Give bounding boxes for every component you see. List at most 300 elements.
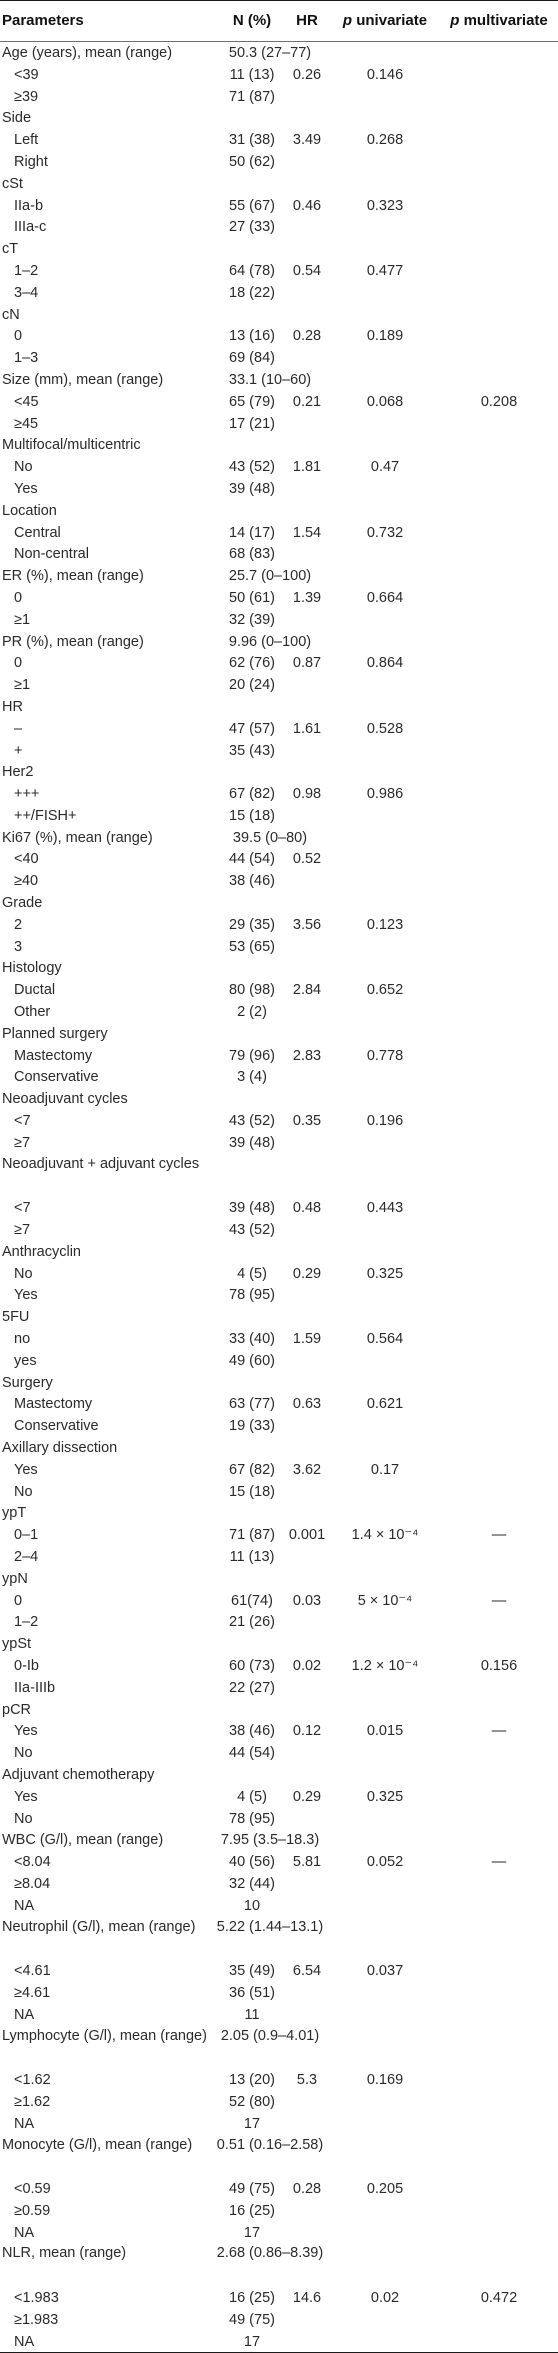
row-category-label: <39: [14, 66, 39, 83]
row-n-value: 65 (79): [229, 393, 275, 410]
row-p-univariate: 0.528: [366, 720, 404, 737]
header-p-univariate: [330, 12, 440, 29]
table-row: [0, 914, 558, 936]
table-row: [0, 1851, 558, 1873]
row-p-univariate: 0.068: [366, 393, 404, 410]
row-p-univariate: 0.052: [366, 1854, 404, 1871]
row-category-label: 1–2: [14, 262, 39, 279]
header-p-multivariate-label: multivariate: [463, 12, 548, 29]
row-p-multivariate: —: [491, 1592, 507, 1609]
table-row: [0, 86, 558, 108]
row-hr-value: 0.001: [288, 1527, 326, 1544]
table-row: [0, 1045, 558, 1067]
row-p-univariate: 0.015: [366, 1723, 404, 1740]
row-category-label: ≥0.59: [14, 2202, 51, 2219]
header-n-percent: N (%): [232, 12, 272, 29]
row-parameter-label: Surgery: [2, 1374, 53, 1391]
header-hr: HR: [296, 12, 318, 29]
row-p-univariate: 0.196: [366, 1113, 404, 1130]
row-hr-value: 2.83: [292, 1047, 322, 1064]
row-n-value: 15 (18): [229, 807, 275, 824]
row-category-label: ≥40: [14, 873, 39, 890]
table-row: [0, 1786, 558, 1808]
row-p-univariate: 0.037: [366, 1963, 404, 1980]
row-n-value: 49 (60): [229, 1352, 275, 1369]
row-hr-value: 1.59: [292, 1331, 322, 1348]
row-category-label: <7: [14, 1113, 31, 1130]
row-n-value: 67 (82): [229, 1461, 275, 1478]
row-p-multivariate: —: [491, 1723, 507, 1740]
row-n-value: 78 (95): [229, 1287, 275, 1304]
table-row: [0, 870, 558, 892]
table-row: [0, 2200, 558, 2222]
row-n-value: 25.7 (0–100): [228, 568, 312, 585]
row-hr-value: 5.81: [292, 1854, 322, 1871]
row-hr-value: 3.49: [292, 132, 322, 149]
table-row: [0, 1328, 558, 1350]
row-category-label: Ductal: [14, 982, 56, 999]
row-category-label: Mastectomy: [14, 1047, 93, 1064]
table-row: [0, 522, 558, 544]
table-row-parameter: [0, 631, 558, 653]
row-hr-value: 0.21: [292, 393, 322, 410]
row-p-univariate: 5 × 10⁻⁴: [357, 1592, 413, 1609]
table-row: [0, 1263, 558, 1285]
row-hr-value: 0.48: [292, 1200, 322, 1217]
row-category-label: No: [14, 1745, 33, 1762]
row-hr-value: 0.87: [292, 655, 322, 672]
row-category-label: Mastectomy: [14, 1396, 93, 1413]
row-n-value: 60 (73): [229, 1657, 275, 1674]
row-n-value: 43 (52): [229, 1113, 275, 1130]
row-category-label: Yes: [14, 1461, 38, 1478]
row-hr-value: 6.54: [292, 1963, 322, 1980]
table-row: [0, 1415, 558, 1437]
row-parameter-label: Lymphocyte (G/l), mean (range): [2, 2027, 207, 2044]
table-row: [0, 2178, 558, 2200]
table-row: [0, 1066, 558, 1088]
row-category-label: ≥1.983: [14, 2311, 59, 2328]
table-row: [0, 783, 558, 805]
row-hr-value: 0.02: [292, 1657, 322, 1674]
row-hr-value: 1.81: [292, 459, 322, 476]
row-parameter-label: Monocyte (G/l), mean (range): [2, 2136, 193, 2153]
row-category-label: 0: [14, 328, 23, 345]
row-n-value: 11 (13): [229, 66, 275, 83]
table-row: [0, 587, 558, 609]
row-category-label: Yes: [14, 1723, 38, 1740]
row-n-value: 0.51 (0.16–2.58): [216, 2136, 324, 2153]
row-p-multivariate: 0.472: [480, 2290, 518, 2307]
table-row: [0, 195, 558, 217]
row-category-label: 1–2: [14, 1614, 39, 1631]
row-p-multivariate: —: [491, 1527, 507, 1544]
row-n-value: 11 (13): [229, 1548, 275, 1565]
table-row: [0, 936, 558, 958]
table-row: [0, 1110, 558, 1132]
table-row: [0, 1284, 558, 1306]
row-n-value: 78 (95): [229, 1810, 275, 1827]
table-row-parameter: [0, 1917, 558, 1961]
table-row-parameter: [0, 1699, 558, 1721]
row-category-label: <1.983: [14, 2290, 59, 2307]
row-n-value: 2.68 (0.86–8.39): [216, 2245, 324, 2262]
row-p-univariate: 0.02: [370, 2290, 400, 2307]
table-row: [0, 1219, 558, 1241]
row-n-value: 71 (87): [229, 88, 275, 105]
row-parameter-label: cSt: [2, 175, 23, 192]
row-n-value: 10: [243, 1897, 261, 1914]
row-category-label: Central: [14, 524, 61, 541]
row-category-label: <0.59: [14, 2181, 51, 2198]
row-category-label: IIa-b: [14, 197, 44, 214]
row-parameter-label: Location: [2, 502, 57, 519]
table-row-parameter: [0, 434, 558, 456]
row-n-value: 7.95 (3.5–18.3): [220, 1832, 320, 1849]
table-header: [0, 1, 558, 42]
row-p-univariate: 0.123: [366, 916, 404, 933]
row-n-value: 39 (48): [229, 1134, 275, 1151]
row-p-univariate: 0.664: [366, 589, 404, 606]
row-p-multivariate: 0.208: [480, 393, 518, 410]
row-category-label: No: [14, 1810, 33, 1827]
row-p-univariate: 0.778: [366, 1047, 404, 1064]
row-p-univariate: 0.17: [370, 1461, 400, 1478]
row-category-label: <7: [14, 1200, 31, 1217]
table-row: [0, 260, 558, 282]
row-n-value: 63 (77): [229, 1396, 275, 1413]
table-body: [0, 42, 558, 2352]
row-p-univariate: 0.325: [366, 1788, 404, 1805]
row-n-value: 14 (17): [229, 524, 275, 541]
table-row: [0, 1524, 558, 1546]
row-p-univariate: 0.323: [366, 197, 404, 214]
row-category-label: Yes: [14, 480, 38, 497]
row-n-value: 62 (76): [229, 655, 275, 672]
row-parameter-label: pCR: [2, 1701, 32, 1718]
row-n-value: 49 (75): [229, 2181, 275, 2198]
table-row: [0, 979, 558, 1001]
row-n-value: 50 (61): [229, 589, 275, 606]
table-row: [0, 1655, 558, 1677]
row-hr-value: 3.62: [292, 1461, 322, 1478]
row-n-value: 21 (26): [229, 1614, 275, 1631]
row-p-univariate: 0.621: [366, 1396, 404, 1413]
table-row: [0, 2069, 558, 2091]
row-n-value: 19 (33): [229, 1418, 275, 1435]
table-row-parameter: [0, 500, 558, 522]
table-row: [0, 805, 558, 827]
row-category-label: 0: [14, 655, 23, 672]
row-category-label: Yes: [14, 1287, 38, 1304]
row-p-univariate: 0.169: [366, 2072, 404, 2089]
row-hr-value: 0.03: [292, 1592, 322, 1609]
table-row: [0, 609, 558, 631]
row-hr-value: 0.46: [292, 197, 322, 214]
row-p-univariate: 0.652: [366, 982, 404, 999]
row-category-label: ≥45: [14, 415, 39, 432]
row-hr-value: 0.28: [292, 2181, 322, 2198]
row-parameter-label: Multifocal/multicentric: [2, 437, 141, 454]
row-n-value: 17: [243, 2115, 261, 2132]
table-row: [0, 2222, 558, 2244]
row-n-value: 44 (54): [229, 851, 275, 868]
table-row-parameter: [0, 1568, 558, 1590]
row-category-label: +++: [14, 786, 40, 803]
row-parameter-label: WBC (G/l), mean (range): [2, 1832, 164, 1849]
row-category-label: ++/FISH+: [14, 807, 77, 824]
table-row: [0, 718, 558, 740]
row-hr-value: 1.61: [292, 720, 322, 737]
row-n-value: 67 (82): [229, 786, 275, 803]
table-row: [0, 2309, 558, 2331]
row-category-label: ≥8.04: [14, 1875, 51, 1892]
table-row: [0, 1808, 558, 1830]
table-row: [0, 282, 558, 304]
table-row-parameter: [0, 107, 558, 129]
row-n-value: 49 (75): [229, 2311, 275, 2328]
table-row: [0, 848, 558, 870]
row-parameter-label: Anthracyclin: [2, 1243, 81, 1260]
row-n-value: 5.22 (1.44–13.1): [216, 1918, 324, 1935]
row-parameter-label: HR: [2, 698, 23, 715]
row-p-univariate: 0.986: [366, 786, 404, 803]
row-n-value: 55 (67): [229, 197, 275, 214]
row-parameter-label: Planned surgery: [2, 1025, 108, 1042]
row-parameter-label: Side: [2, 110, 32, 127]
table-row-parameter: [0, 304, 558, 326]
row-n-value: 69 (84): [229, 350, 275, 367]
row-n-value: 27 (33): [229, 219, 275, 236]
table-row-parameter: [0, 565, 558, 587]
row-category-label: IIIa-c: [14, 219, 47, 236]
row-category-label: ≥7: [14, 1134, 31, 1151]
row-n-value: 16 (25): [229, 2290, 275, 2307]
row-category-label: No: [14, 1265, 33, 1282]
row-category-label: NA: [14, 1897, 35, 1914]
row-hr-value: 0.54: [292, 262, 322, 279]
row-category-label: 0-Ib: [14, 1657, 39, 1674]
table-row-parameter: [0, 1154, 558, 1198]
table-row-parameter: [0, 173, 558, 195]
row-n-value: 71 (87): [229, 1527, 275, 1544]
table-row: [0, 2004, 558, 2026]
row-n-value: 3 (4): [237, 1069, 267, 1086]
table-row: [0, 325, 558, 347]
table-row: [0, 2113, 558, 2135]
row-category-label: Other: [14, 1004, 51, 1021]
row-n-value: 79 (96): [229, 1047, 275, 1064]
row-category-label: ≥4.61: [14, 1984, 51, 2001]
table-row-parameter: [0, 1633, 558, 1655]
row-n-value: 33 (40): [229, 1331, 275, 1348]
row-parameter-label: Adjuvant chemotherapy: [2, 1766, 155, 1783]
row-hr-value: 0.12: [292, 1723, 322, 1740]
table-row: [0, 347, 558, 369]
row-p-univariate: 0.864: [366, 655, 404, 672]
row-parameter-label: ypT: [2, 1505, 27, 1522]
row-n-value: 13 (20): [229, 2072, 275, 2089]
table-row-parameter: [0, 1372, 558, 1394]
row-category-label: NA: [14, 2333, 35, 2350]
row-category-label: 0–1: [14, 1527, 39, 1544]
row-n-value: 35 (49): [229, 1963, 275, 1980]
row-category-label: ≥1.62: [14, 2093, 51, 2110]
row-p-univariate: 1.4 × 10⁻⁴: [351, 1527, 419, 1544]
row-n-value: 17 (21): [229, 415, 275, 432]
row-n-value: 53 (65): [229, 938, 275, 955]
table-row-parameter: [0, 761, 558, 783]
row-parameter-label: cT: [2, 241, 19, 258]
row-hr-value: 0.29: [292, 1788, 322, 1805]
row-n-value: 80 (98): [229, 982, 275, 999]
row-category-label: 3: [14, 938, 23, 955]
header-p-multivariate-p: p: [450, 12, 460, 29]
table-row: [0, 1001, 558, 1023]
row-parameter-label: Neoadjuvant + adjuvant cycles: [2, 1155, 200, 1172]
row-p-multivariate: 0.156: [480, 1657, 518, 1674]
table-row: [0, 151, 558, 173]
row-n-value: 64 (78): [229, 262, 275, 279]
table-row: [0, 1393, 558, 1415]
row-parameter-label: Grade: [2, 895, 43, 912]
row-hr-value: 1.54: [292, 524, 322, 541]
table-row-parameter: [0, 1088, 558, 1110]
row-parameter-label: PR (%), mean (range): [2, 633, 144, 650]
row-parameter-label: Her2: [2, 764, 34, 781]
row-category-label: –: [14, 720, 23, 737]
row-n-value: 31 (38): [229, 132, 275, 149]
row-p-univariate: 0.47: [370, 459, 400, 476]
row-n-value: 36 (51): [229, 1984, 275, 2001]
row-parameter-label: ypSt: [2, 1636, 32, 1653]
row-n-value: 18 (22): [229, 284, 275, 301]
row-category-label: ≥1: [14, 611, 31, 628]
table-row: [0, 2287, 558, 2309]
row-category-label: Non-central: [14, 546, 89, 563]
row-parameter-label: NLR, mean (range): [2, 2245, 127, 2262]
table-row: [0, 1982, 558, 2004]
row-n-value: 20 (24): [229, 677, 275, 694]
row-p-multivariate: —: [491, 1854, 507, 1871]
table-row-parameter: [0, 1437, 558, 1459]
table-row: [0, 1611, 558, 1633]
row-n-value: 11: [244, 2006, 260, 2023]
row-category-label: Conservative: [14, 1418, 99, 1435]
table-row-parameter: [0, 1829, 558, 1851]
table-row: [0, 2091, 558, 2113]
row-p-univariate: 0.732: [366, 524, 404, 541]
row-n-value: 61(74): [231, 1592, 273, 1609]
row-n-value: 40 (56): [229, 1854, 275, 1871]
table-row-parameter: [0, 892, 558, 914]
row-category-label: no: [14, 1331, 31, 1348]
table-row: [0, 1742, 558, 1764]
row-category-label: Right: [14, 153, 48, 170]
row-category-label: 2: [14, 916, 23, 933]
row-p-univariate: 1.2 × 10⁻⁴: [351, 1657, 419, 1674]
row-hr-value: 3.56: [292, 916, 322, 933]
row-category-label: 3–4: [14, 284, 39, 301]
row-p-univariate: 0.268: [366, 132, 404, 149]
table-row: [0, 1895, 558, 1917]
table-row: [0, 216, 558, 238]
row-hr-value: 5.3: [296, 2072, 318, 2089]
row-n-value: 16 (25): [229, 2202, 275, 2219]
row-p-univariate: 0.443: [366, 1200, 404, 1217]
table-row: [0, 456, 558, 478]
row-category-label: No: [14, 1483, 33, 1500]
row-parameter-label: Neutrophil (G/l), mean (range): [2, 1918, 196, 1935]
row-parameter-label: Ki67 (%), mean (range): [2, 829, 153, 846]
row-n-value: 29 (35): [229, 916, 275, 933]
table-row-parameter: [0, 42, 558, 64]
row-n-value: 13 (16): [229, 328, 275, 345]
row-category-label: <40: [14, 851, 39, 868]
row-category-label: yes: [14, 1352, 37, 1369]
row-hr-value: 0.98: [292, 786, 322, 803]
row-category-label: 2–4: [14, 1548, 39, 1565]
row-p-univariate: 0.564: [366, 1331, 404, 1348]
row-n-value: 17: [243, 2333, 261, 2350]
row-hr-value: 2.84: [292, 982, 322, 999]
table-row-parameter: [0, 2135, 558, 2179]
row-category-label: IIa-IIIb: [14, 1679, 56, 1696]
row-category-label: NA: [14, 2224, 35, 2241]
table-row: [0, 1873, 558, 1895]
row-parameter-label: Age (years), mean (range): [2, 45, 173, 61]
row-parameter-label: Axillary dissection: [2, 1440, 118, 1456]
row-n-value: 68 (83): [229, 546, 275, 563]
row-parameter-label: Histology: [2, 960, 62, 977]
row-hr-value: 1.39: [292, 589, 322, 606]
row-n-value: 17: [243, 2224, 261, 2241]
row-hr-value: 14.6: [292, 2290, 322, 2307]
row-parameter-label: 5FU: [2, 1309, 30, 1326]
row-category-label: <4.61: [14, 1963, 51, 1980]
row-n-value: 4 (5): [237, 1265, 267, 1282]
table-row-parameter: [0, 238, 558, 260]
row-category-label: ≥7: [14, 1222, 31, 1239]
row-parameter-label: Neoadjuvant cycles: [2, 1091, 128, 1108]
table-row: [0, 391, 558, 413]
row-parameter-label: Size (mm), mean (range): [2, 371, 164, 388]
table-row-parameter: [0, 1502, 558, 1524]
table-row: [0, 1481, 558, 1503]
table-row-parameter: [0, 1023, 558, 1045]
row-category-label: 1–3: [14, 350, 39, 367]
row-category-label: ≥39: [14, 88, 39, 105]
table-row: [0, 674, 558, 696]
table-row: [0, 2331, 558, 2353]
row-n-value: 50 (62): [229, 153, 275, 170]
row-n-value: 39 (48): [229, 1200, 275, 1217]
row-p-univariate: 0.205: [366, 2181, 404, 2198]
row-hr-value: 0.63: [292, 1396, 322, 1413]
table-row: [0, 1459, 558, 1481]
row-hr-value: 0.35: [292, 1113, 322, 1130]
row-n-value: 9.96 (0–100): [228, 633, 312, 650]
row-p-univariate: 0.189: [366, 328, 404, 345]
row-category-label: <45: [14, 393, 39, 410]
row-n-value: 43 (52): [229, 1222, 275, 1239]
table-row-parameter: [0, 369, 558, 391]
row-n-value: 2.05 (0.9–4.01): [220, 2027, 320, 2044]
row-n-value: 32 (44): [229, 1875, 275, 1892]
row-n-value: 47 (57): [229, 720, 275, 737]
row-category-label: NA: [14, 2006, 35, 2023]
table-row-parameter: [0, 1764, 558, 1786]
